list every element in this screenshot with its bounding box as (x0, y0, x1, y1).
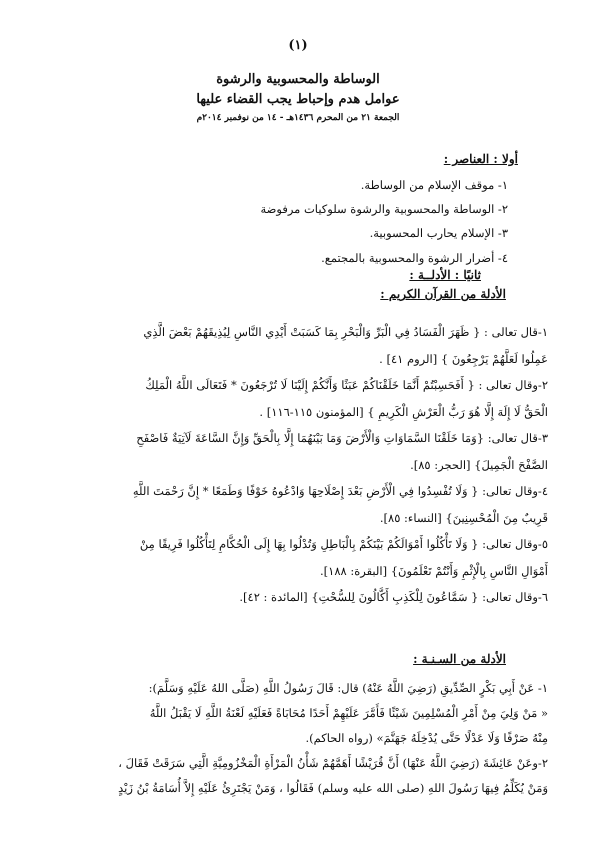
element-item: ٣- الإسلام يحارب المحسوبية. (369, 226, 508, 240)
document-subtitle: عوامل هدم وإحباط يجب القضاء عليها (196, 92, 400, 107)
section-elements-heading: أولا : العناصر : (443, 152, 518, 166)
element-item: ٤- أضرار الرشوة والمحسوبية بالمجتمع. (321, 251, 508, 265)
section-evidence-heading: ثانيًا : الأدلــة : (409, 268, 481, 282)
verse-line: ٣-قال تعالى: {وَمَا خَلَقْنَا السَّمَاوَاتِ وَالْأَرْضَ وَمَا بَيْنَهُمَا إِلَّا بِالْحَقِّ وَإِنَّ السَّاعَةَ لَآتِيَةٌ فَاصْفَحِ (136, 431, 548, 445)
verse-line: ٤-وقال تعالى: { وَلَا تُفْسِدُوا فِي الْأَرْضِ بَعْدَ إِصْلَاحِهَا وَادْعُوهُ خَوْفًا وَطَمَعًا * إِنَّ رَحْمَتَ اللَّهِ (132, 484, 548, 498)
page-number: (١) (288, 38, 308, 53)
date-line: الجمعة ٢١ من المحرم ١٤٣٦هـ - ١٤ من نوفمبر ٢٠١٤م (196, 113, 400, 123)
verse-line: ٥-وقال تعالى: { وَلَا تَأْكُلُوا أَمْوَالَكُمْ بَيْنَكُمْ بِالْبَاطِلِ وَتُدْلُوا بِهَا إِلَى الْحُكَّامِ لِتَأْكُلُوا فَرِيقًا مِنْ (139, 537, 548, 551)
verse-line: عَمِلُوا لَعَلَّهُمْ يَرْجِعُونَ } [الروم ٤١] . (379, 351, 548, 366)
hadith-line: مِنْهُ صَرْفًا وَلَا عَدْلًا حَتَّى يُدْخِلَهُ جَهَنَّمَ» (رواه الحاكم). (305, 731, 548, 745)
quran-verses (48, 319, 548, 611)
element-item: ٢- الوساطة والمحسوبية والرشوة سلوكيات مرفوضة (260, 202, 508, 216)
hadith-line: ١- عَنْ أَبِي بَكْرٍ الصِّدِّيقِ (رَضِيَ اللَّهُ عَنْهُ) قال: قَالَ رَسُولُ اللَّهِ (صَلَّى اللهُ عَلَيْهِ وَسَلَّمَ): (148, 681, 548, 695)
verse-line: ١-قال تعالى : { ظَهَرَ الْفَسَادُ فِي الْبَرِّ وَالْبَحْرِ بِمَا كَسَبَتْ أَيْدِي النَّاسِ لِيُذِيقَهُمْ بَعْضَ الَّذِي (143, 325, 548, 339)
hadith-line: « مَنْ وَلِيَ مِنْ أَمْرِ الْمُسْلِمِينَ شَيْئًا فَأَمَّرَ عَلَيْهِمْ أَحَدًا مُحَابَاةً فَعَلَيْهِ لَعْنَةُ اللَّهِ لَا يَقْبَلُ اللَّهُ (149, 706, 548, 720)
element-item: ١- موقف الإسلام من الوساطة. (360, 178, 508, 192)
verse-line: الصَّفْحَ الْجَمِيلَ} [الحجر: ٨٥]. (410, 457, 548, 472)
quran-evidence-heading: الأدلة من القرآن الكريم : (380, 287, 506, 301)
document-title: الوساطة والمحسوبية والرشوة (216, 72, 380, 87)
verse-line: ٢-وقال تعالى : { أَفَحَسِبْتُمْ أَنَّمَا خَلَقْنَاكُمْ عَبَثًا وَأَنَّكُمْ إِلَيْنَا لَا تُرْجَعُونَ * فَتَعَالَى اللَّهُ الْمَلِكُ (145, 378, 548, 392)
verse-line: أَمْوَالِ النَّاسِ بِالْإِثْمِ وَأَنْتُمْ تَعْلَمُونَ} [البقرة: ١٨٨]. (320, 563, 548, 578)
verse-line: ٦-وقال تعالى: { سَمَّاعُونَ لِلْكَذِبِ أَكَّالُونَ لِلسُّحْتِ} [المائدة : ٤٢]. (239, 590, 548, 604)
hadith-line: ٢-وعَنْ عَائِشَةَ (رَضِيَ اللَّهُ عَنْهَا) أَنَّ قُرَيْشًا أَهَمَّهُمْ شَأْنُ الْمَرْأَةِ الْمَخْزُومِيَّةِ الَّتِي سَرَقَتْ فَقَالَ ، (118, 756, 548, 770)
verse-line: قَرِيبٌ مِنَ الْمُحْسِنِينَ} [النساء: ٨٥]. (379, 510, 548, 525)
sunnah-evidence-heading: الأدلة من السـنـة : (413, 652, 506, 666)
hadiths (48, 676, 548, 801)
verse-line: الْحَقُّ لَا إِلَهَ إِلَّا هُوَ رَبُّ الْعَرْشِ الْكَرِيمِ } [المؤمنون ١١٥-١١٦] . (259, 404, 548, 419)
hadith-line: وَمَنْ يُكَلِّمُ فِيهَا رَسُولَ اللهِ (صلى الله عليه وسلم) فَقَالُوا ، وَمَنْ يَجْتَرِئُ عَلَيْهِ إِلاَّ أُسَامَةُ بْنُ زَيْدٍ (118, 781, 548, 795)
